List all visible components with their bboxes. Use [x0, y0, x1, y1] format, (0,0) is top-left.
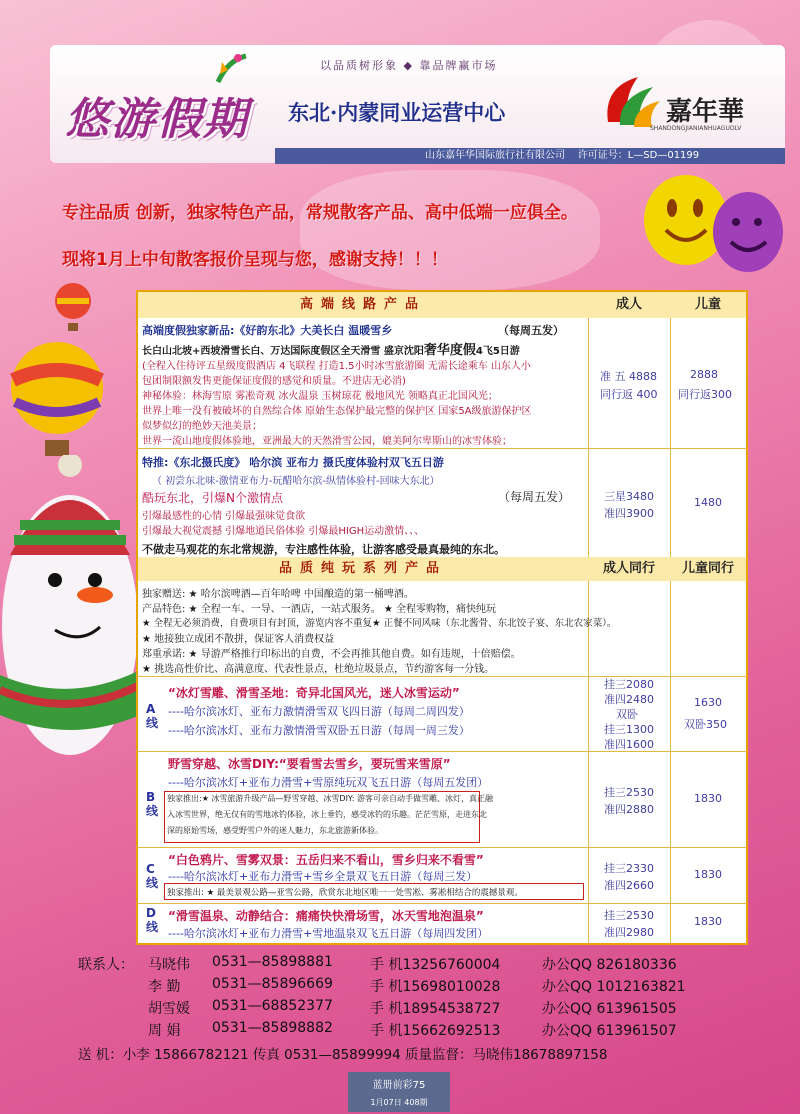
line-a-child: 1630	[694, 696, 722, 709]
line-b-title: 野雪穿越、冰雪DIY:“要看雪去雪乡，要玩雪来雪原”	[168, 757, 451, 771]
price-table	[136, 290, 748, 945]
smiley-balloon-icon	[636, 170, 786, 300]
line-d-title: “滑雪温泉、动静结合：痛痛快快滑场雪，冰天雪地泡温泉”	[168, 909, 484, 923]
line-a-adult: 双卧	[616, 708, 638, 721]
section-header-pure	[138, 557, 746, 581]
row1-desc-line: 似梦似幻的绝妙天池美景；	[142, 421, 262, 432]
hot-air-balloon-icon	[52, 283, 94, 333]
contact-qq: 办公QQ 1012163821	[542, 979, 686, 995]
contact-mobile: 手 机13256760004	[370, 957, 501, 973]
row1-schedule: （每周五发）	[498, 324, 564, 337]
adult-header: 成人	[615, 297, 642, 312]
line-c-special-box	[164, 883, 584, 900]
adult-header: 成人同行	[602, 561, 655, 576]
line-a-adult: 准四2480	[604, 693, 654, 706]
row1-desc-line: 包团制限额发售更能保证度假的感觉和质量。不进店无必消)	[142, 376, 406, 387]
line-a-adult: 挂三2080	[604, 678, 654, 691]
footer-badge	[348, 1072, 450, 1112]
contact-tel: 0531—68852377	[212, 998, 333, 1014]
line-a-trip: ----哈尔滨冰灯、亚布力激情滑雪双卧五日游（每周一周三发）	[168, 724, 470, 737]
row1-child-price: 2888	[690, 368, 718, 381]
line-a-adult: 挂三1300	[604, 723, 654, 736]
contact-qq: 办公QQ 613961505	[542, 1001, 677, 1017]
line-c-adult: 挂三2330	[604, 862, 654, 875]
row2-child-price: 1480	[694, 496, 722, 509]
row1-adult-price: 准 五 4888	[600, 370, 657, 383]
row-divider	[138, 903, 746, 904]
line-a-trip: ----哈尔滨冰灯、亚布力激情滑雪双飞四日游（每周二周四发）	[168, 705, 470, 718]
line-d-label: D 线	[146, 906, 159, 934]
line-d-trip: ----哈尔滨冰灯+亚布力滑雪+雪地温泉双飞五日游（每周四发团）	[168, 927, 489, 940]
row1-desc-line: 神秘体验：林海雪原 雾凇奇观 冰火温泉 玉树琼花 极地风光 领略真正北国风光；	[142, 391, 498, 402]
contact-mobile: 手 机15698010028	[370, 979, 501, 995]
brand-english: SHANDONGJIANIANHUAGUOLV	[650, 125, 742, 132]
contact-tel: 0531—85898881	[212, 954, 333, 970]
row2-schedule: （每周五发）	[498, 490, 571, 504]
line-b-adult: 挂三2530	[604, 786, 654, 799]
row2-line: 引爆最大视觉震撼 引爆地道民俗体验 引爆最HIGH运动激情、、、	[142, 526, 425, 537]
line-b-adult: 准四2880	[604, 803, 654, 816]
contact-qq: 办公QQ 826180336	[542, 957, 677, 973]
row2-footer: 不做走马观花的东北常规游，专注感性体验，让游客感受最真最纯的东北。	[142, 543, 505, 556]
footer-title: 蓝册前彩75	[372, 1080, 426, 1091]
row1-line2	[142, 339, 520, 358]
company-info-bar	[275, 148, 785, 164]
license-number: 许可证号：L—SD—01199	[577, 150, 700, 161]
brand-name: 嘉年華	[666, 97, 745, 127]
contact-qq: 办公QQ 613961507	[542, 1023, 677, 1039]
section-header-premium	[138, 292, 746, 318]
contact-name: 李 勤	[148, 979, 181, 995]
row1-adult-return: 同行返 400	[600, 388, 658, 401]
col-divider	[670, 292, 671, 943]
row-divider	[138, 448, 746, 449]
feature-line: ★ 地接独立成团不散拼，保证客人消费权益	[142, 634, 335, 645]
delivery-line: 送 机：小李 15866782121 传真 0531—85899994 质量监督：马晓伟18678897158	[78, 1047, 608, 1063]
snowman-illustration-icon	[0, 455, 140, 755]
contact-tel: 0531—85898882	[212, 1020, 333, 1036]
logo-text: 悠游假期	[65, 94, 249, 145]
row1-desc-line: 世界上唯一没有被破坏的自然综合体 原始生态保护最完整的保护区 国家5A级旅游保护区	[142, 406, 532, 417]
headline-2: 现将1月上中旬散客报价呈现与您，感谢支持！！！	[62, 250, 448, 270]
contact-tel: 0531—85896669	[212, 976, 333, 992]
section-title: 高端线路产品	[299, 297, 426, 312]
row-divider	[138, 847, 746, 848]
subtitle: 东北·内蒙同业运营中心	[288, 100, 506, 125]
row2-sub: （ 初尝东北味-激情亚布力-玩醋哈尔滨-纵情体验村-回味大东北）	[152, 476, 440, 487]
line-c-label: C 线	[146, 862, 159, 890]
line-c-adult: 准四2660	[604, 879, 654, 892]
bg-bubble	[300, 170, 600, 290]
contact-label: 联系人：	[78, 957, 134, 973]
line-a-title: “冰灯雪雕、滑雪圣地：奇异北国风光，迷人冰雪运动”	[168, 686, 460, 700]
row1-desc-line: 世界一流山地度假体验地，亚洲最大的天然滑雪公园，媲美阿尔卑斯山的冰雪体验；	[142, 436, 512, 447]
line-b-special: 深的原始雪场，感受野雪户外的迷人魅力，东北旅游新体验。	[167, 826, 383, 835]
row2-title: 特推:《东北摄氏度》 哈尔滨 亚布力 摄氏度体验村双飞五日游	[142, 456, 444, 469]
section-title: 品质纯玩系列产品	[278, 561, 447, 576]
line-b-label: B 线	[146, 790, 159, 818]
line-b-special: 入冰雪世界，绝无仅有的雪地冰钓体验，冰上垂钓，感受冰钓的乐趣。茫茫雪原，走进东北	[167, 810, 487, 819]
row-divider	[138, 751, 746, 752]
row1-desc-line: (全程入住待评五星级度假酒店 4飞联程 打造1.5小时冰雪旅游圈 无需长途乘车 山东人小	[142, 361, 531, 372]
line-a-child: 双卧350	[684, 718, 727, 731]
child-header: 儿童	[694, 297, 721, 312]
feature-line: ★ 挑选高性价比、高满意度、代表性景点，杜绝垃圾景点，节约游客每一分钱。	[142, 664, 495, 675]
line-d-adult: 挂三2530	[604, 909, 654, 922]
line-c-child: 1830	[694, 868, 722, 881]
row1-title: 高端度假独家新品:《好韵东北》大美长白 温暖雪乡	[142, 324, 393, 337]
row2-line: 引爆最感性的心情 引爆最强味觉食欲	[142, 511, 306, 522]
contact-mobile: 手 机15662692513	[370, 1023, 501, 1039]
line-b-trip: ----哈尔滨冰灯+亚布力滑雪+雪原纯玩双飞五日游（每周五发团）	[168, 776, 489, 789]
feature-line: 郑重承诺: ★ 导游严格推行印标出的自费，不会再推其他自费。如有违规，十倍赔偿。	[142, 649, 521, 660]
feature-line: 产品特色: ★ 全程一车、一导、一酒店，一站式服务。 ★ 全程零购物，痛快纯玩	[142, 604, 497, 615]
line-d-child: 1830	[694, 915, 722, 928]
feature-line: 独家赠送: ★ 哈尔滨啤酒—百年哈啤 中国酿造的第一桶啤酒。	[142, 589, 414, 600]
row1-line2-text: 长白山北坡+西坡滑雪长白、万达国际度假区全天滑雪 盛京沈阳	[142, 346, 424, 357]
company-name: 山东嘉年华国际旅行社有限公司	[425, 150, 565, 161]
row2-hot: 酷玩东北，引爆N个激情点	[142, 491, 283, 505]
contact-mobile: 手 机18954538727	[370, 1001, 501, 1017]
row-divider	[138, 676, 746, 677]
line-a-label: A 线	[146, 702, 159, 730]
row1-line2-end: 4飞5日游	[475, 346, 520, 357]
line-b-child: 1830	[694, 792, 722, 805]
contact-name: 马晓伟	[148, 957, 190, 973]
line-a-adult: 准四1600	[604, 738, 654, 751]
feature-line: ★ 全程无必须消费，自费项目有封顶，游览内容不重复★ 正餐不同风味（东北酱骨、东北饺子宴、东北农家菜）。	[142, 618, 617, 629]
line-c-trip: ----哈尔滨冰灯+亚布力滑雪+雪乡全景双飞五日游（每周三发）	[168, 870, 478, 883]
line-c-title: “白色鸦片、雪雾双景：五岳归来不看山，雪乡归来不看雪”	[168, 853, 484, 867]
contact-name: 周 娟	[148, 1023, 181, 1039]
line-c-special: 独家推出: ★ 最美景观公路—亚雪公路，欣赏东北地区唯一一处雪凇、雾凇相结合的震撼景观。	[167, 888, 523, 898]
brand-swirl-icon	[598, 67, 663, 132]
line-d-adult: 准四2980	[604, 926, 654, 939]
slogan: 以品质树形象 ◆ 靠品牌赢市场	[320, 59, 498, 72]
hot-air-balloon-icon	[5, 340, 110, 460]
row2-adult-price: 三星3480	[604, 490, 654, 503]
row2-adult-price: 准四3900	[604, 507, 654, 520]
row1-line2-big: 奢华度假	[423, 343, 476, 358]
line-b-special: 独家推出:★ 冰雪旅游升级产品—野雪穿越、冰雪DIY: 游客可亲自动手做雪雕、冰灯，真正融	[167, 794, 493, 803]
headline-1: 专注品质 创新，独家特色产品，常规散客产品、高中低端一应俱全。	[62, 203, 578, 223]
footer-issue: 1月07日 408期	[370, 1098, 428, 1107]
row1-child-return: 同行返300	[678, 388, 732, 401]
line-b-special-box	[164, 791, 493, 843]
header-banner	[50, 45, 785, 163]
contact-name: 胡雪媛	[148, 1001, 190, 1017]
child-header: 儿童同行	[681, 561, 734, 576]
